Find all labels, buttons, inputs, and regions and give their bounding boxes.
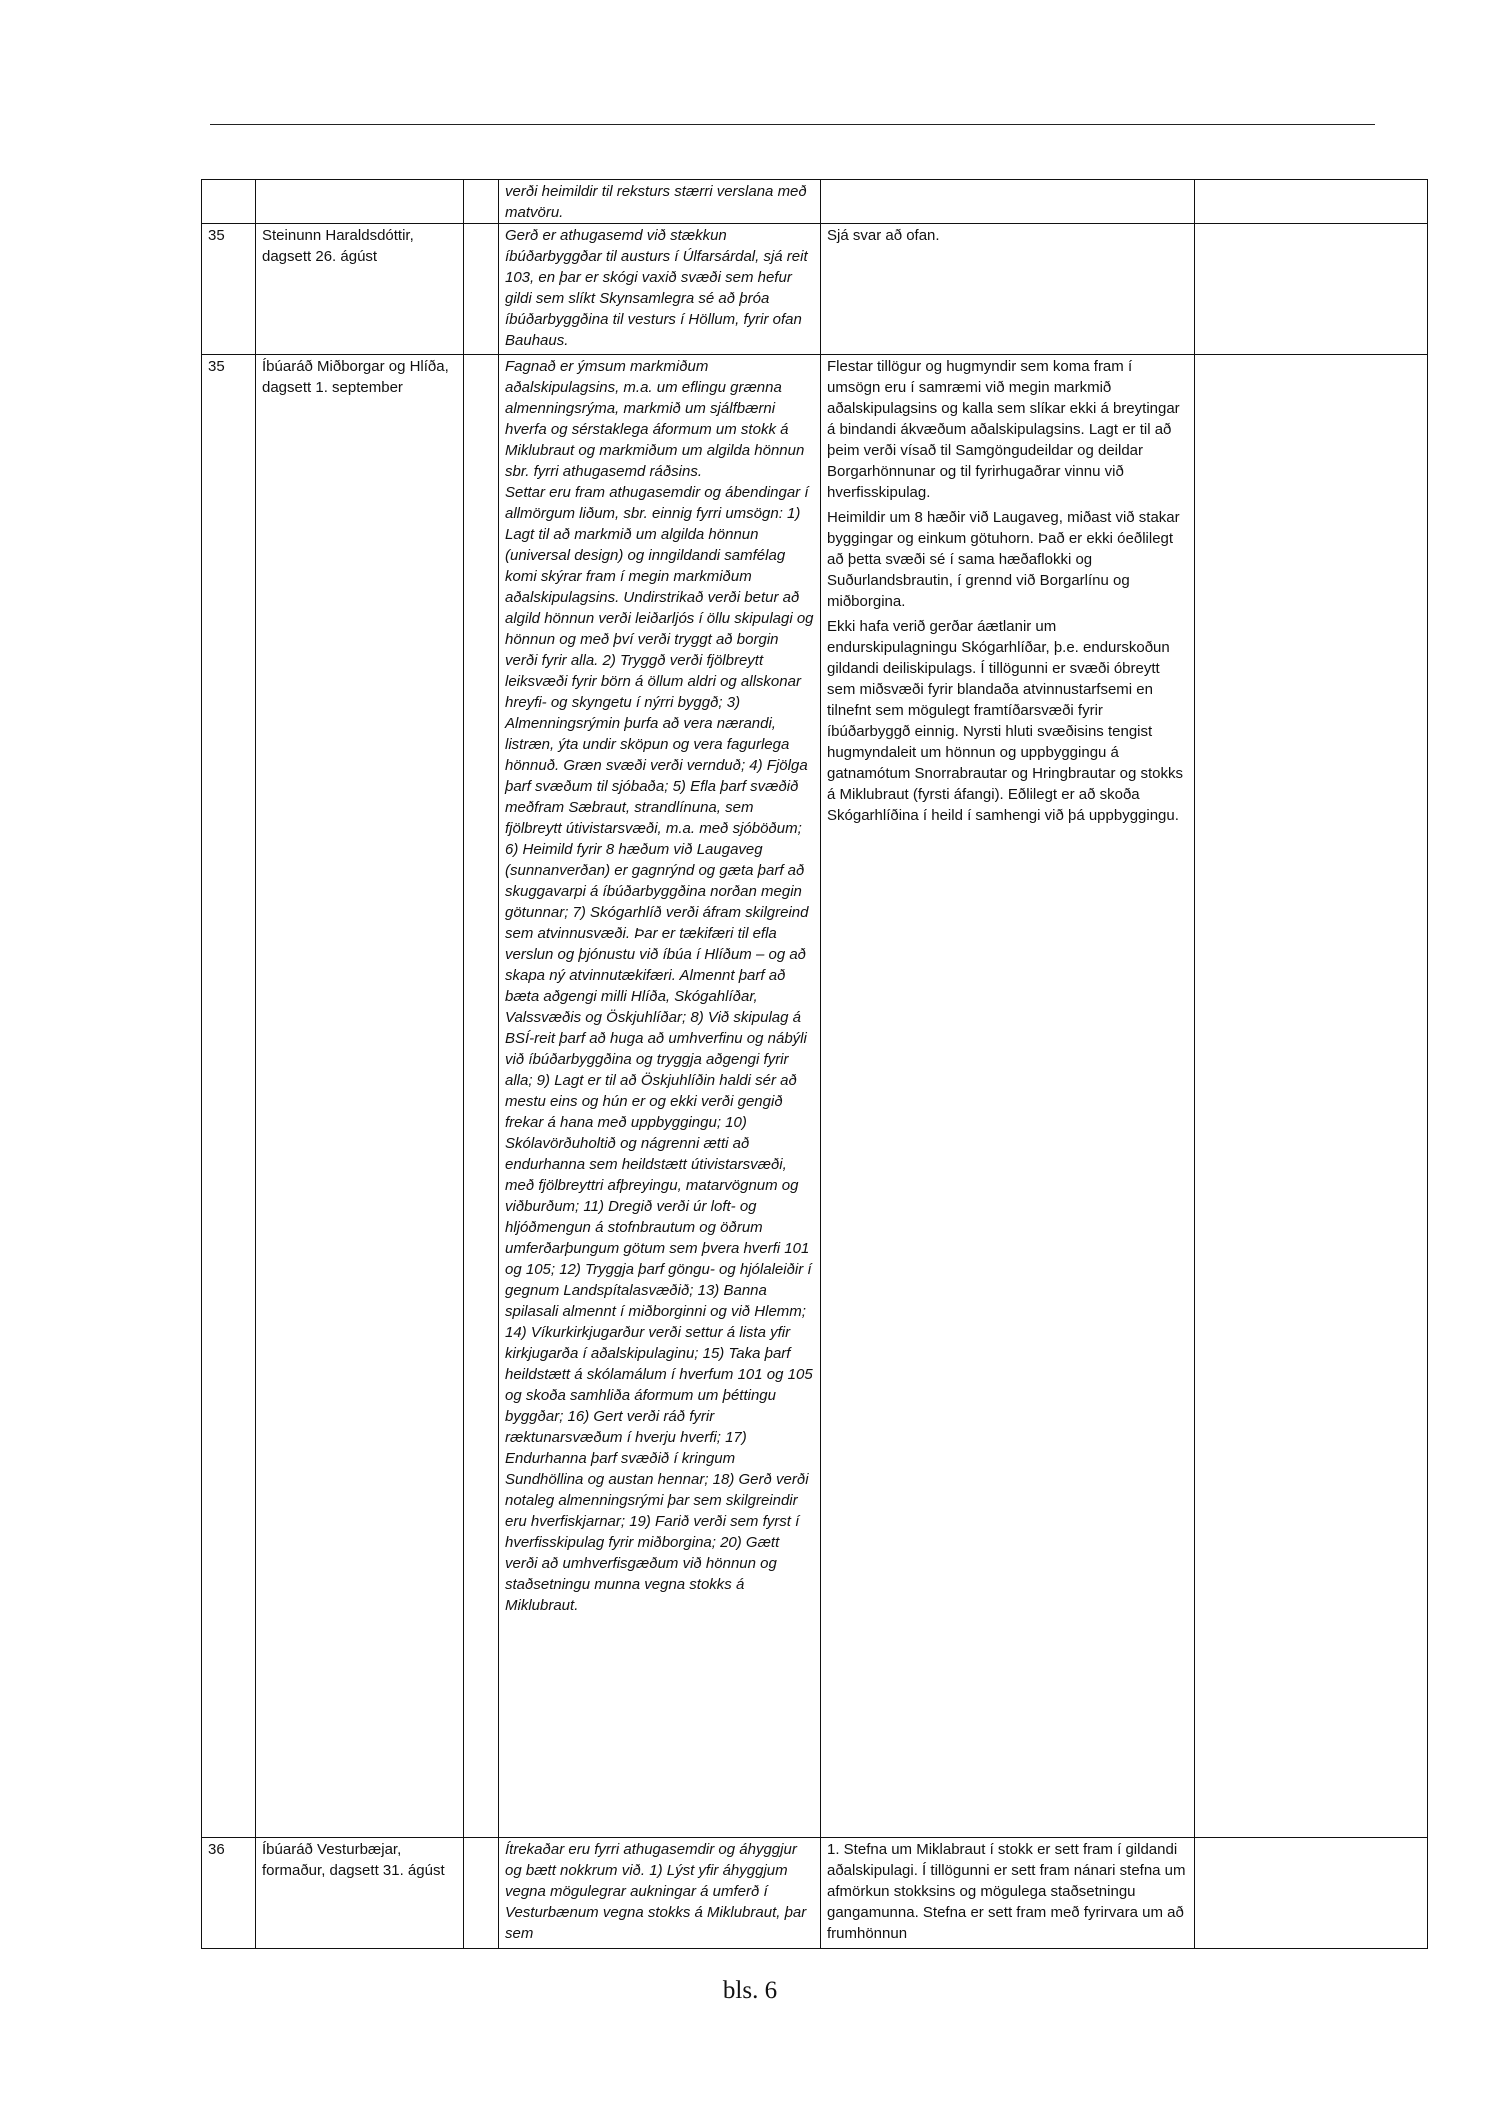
answer-paragraph: Heimildir um 8 hæðir við Laugaveg, miðast við stakar byggingar og einkum götuhorn. Það er ekki óeðlilegt að þetta svæði sé í sama hæðaflokki og Suðurlandsbrautin, í grennd við Borgarlínu og miðborgina. bbox=[827, 509, 1180, 610]
row-sender: Íbúaráð Vesturbæjar, formaður, dagsett 31. ágúst bbox=[256, 1838, 464, 1949]
row-answer bbox=[821, 224, 1195, 355]
row-blank-cell bbox=[464, 224, 499, 355]
table-row bbox=[202, 1838, 1428, 1949]
row-answer bbox=[821, 355, 1195, 1838]
row-comment bbox=[499, 355, 821, 1838]
answer-paragraph: Flestar tillögur og hugmyndir sem koma fram í umsögn eru í samræmi við megin markmið aðalskipulagsins og kalla sem slíkar ekki á breytingar á bindandi ákvæðum aðalskipulagsins. Lagt er til að þeim verði vísað til Samgöngudeildar og deildar Borgarhönnunar og til fyrirhugaðrar vinnu við hverfisskipulag. bbox=[827, 358, 1180, 501]
row-sender: Steinunn Haraldsdóttir, dagsett 26. ágúst bbox=[256, 224, 464, 355]
row-blank-cell bbox=[464, 355, 499, 1838]
page-number: bls. 6 bbox=[722, 1977, 778, 2004]
row-extra bbox=[1195, 180, 1428, 224]
row-comment: Ítrekaðar eru fyrri athugasemdir og áhyggjur og bætt nokkrum við. 1) Lýst yfir áhyggjum vegna mögulegrar aukningar á umferð í Vesturbænum vegna stokks á Miklubraut, þar sem bbox=[499, 1838, 821, 1949]
table-row bbox=[202, 224, 1428, 355]
row-extra bbox=[1195, 1838, 1428, 1949]
row-number: 36 bbox=[202, 1838, 256, 1949]
row-number: 35 bbox=[202, 224, 256, 355]
table-row bbox=[202, 180, 1428, 224]
comment-paragraph: Fagnað er ýmsum markmiðum aðalskipulagsins, m.a. um eflingu grænna almenningsrýma, markmið um sjálfbærni hverfa og sérstaklega áformum um stokk á Miklubraut og markmiðum um algilda hönnun sbr. fyrri athugasemd ráðsins. bbox=[505, 358, 805, 480]
row-number bbox=[202, 180, 256, 224]
row-comment: Gerð er athugasemd við stækkun íbúðarbyggðar til austurs í Úlfarsárdal, sjá reit 103, en þar er skógi vaxið svæði sem hefur gildi sem slíkt Skynsamlegra sé að þróa íbúðarbyggðina til vesturs í Höllum, fyrir ofan Bauhaus. bbox=[499, 224, 821, 355]
row-blank-cell bbox=[464, 180, 499, 224]
answer-paragraph: 1. Stefna um Miklabraut í stokk er sett fram í gildandi aðalskipulagi. Í tillögunni er sett fram nánari stefna um afmörkun stokksins og mögulega staðsetningu gangamunna. Stefna er sett fram með fyrirvara um að frumhönnun bbox=[827, 1841, 1186, 1942]
row-blank-cell bbox=[464, 1838, 499, 1949]
header-rule bbox=[210, 124, 1375, 125]
row-comment: verði heimildir til reksturs stærri verslana með matvöru. bbox=[499, 180, 821, 224]
answer-paragraph: Ekki hafa verið gerðar áætlanir um endurskipulagningu Skógarhlíðar, þ.e. endurskoðun gildandi deiliskipulags. Í tillögunni er svæði óbreytt sem miðsvæði fyrir blandaða atvinnustarfsemi en tilnefnt sem mögulegt framtíðarsvæði fyrir íbúðarbyggð einnig. Nyrsti hluti svæðisins tengist hugmyndaleit um hönnun og uppbyggingu á gatnamótum Snorrabrautar og Hringbrautar og stokks á Miklubraut (fyrsti áfangi). Eðlilegt er að skoða Skógarhlíðina í heild í samhengi við þá uppbyggingu. bbox=[827, 618, 1184, 824]
comments-table bbox=[201, 179, 1428, 1949]
row-sender: Íbúaráð Miðborgar og Hlíða, dagsett 1. september bbox=[256, 355, 464, 1838]
table-row bbox=[202, 355, 1428, 1838]
row-extra bbox=[1195, 224, 1428, 355]
row-answer bbox=[821, 180, 1195, 224]
comment-paragraph: Settar eru fram athugasemdir og ábendingar í allmörgum liðum, sbr. einnig fyrri umsögn: 1) Lagt til að markmið um algilda hönnun (universal design) og inngildandi samfélag komi skýrar fram í megin markmiðum aðalskipulagsins. Undirstrikað verði betur að algild hönnun verði leiðarljós í öllu skipulagi og hönnun og með því verði tryggt að borgin verði fyrir alla. 2) Tryggð verði fjölbreytt leiksvæði fyrir börn á öllum aldri og allskonar hreyfi- og skyngetu í nýrri byggð; 3) Almenningsrýmin þurfa að vera nærandi, listræn, ýta undir sköpun og vera fagurlega hönnuð. Græn svæði verði vernduð; 4) Fjölga þarf svæðum til sjóbaða; 5) Efla þarf svæðið meðfram Sæbraut, strandlínuna, sem fjölbreytt útivistarsvæði, m.a. með sjóböðum; 6) Heimild fyrir 8 hæðum við Laugaveg (sunnanverðan) er gagnrýnd og gæta þarf að skuggavarpi á íbúðarbyggðina norðan megin götunnar; 7) Skógarhlíð verði áfram skilgreind sem atvinnusvæði. Þar er tækifæri til efla verslun og þjónustu við íbúa í Hlíðum – og að skapa ný atvinnutækifæri. Almennt þarf að bæta aðgengi milli Hlíða, Skógahlíðar, Valssvæðis og Öskjuhlíðar; 8) Við skipulag á BSÍ-reit þarf að huga að umhverfinu og nábýli við íbúðarbyggðina og tryggja aðgengi fyrir alla; 9) Lagt er til að Öskjuhlíðin haldi sér að mestu eins og hún er og ekki verði gengið frekar á hana með uppbyggingu; 10) Skólavörðuholtið og nágrenni ætti að endurhanna sem heildstætt útivistarsvæði, með fjölbreyttri afþreyingu, matarvögnum og viðburðum; 11) Dregið verði úr loft- og hljóðmengun á stofnbrautum og öðrum umferðarþungum götum sem þvera hverfi 101 og 105; 12) Tryggja þarf göngu- og hjólaleiðir í gegnum Landspítalasvæðið; 13) Banna spilasali almennt í miðborginni og við Hlemm; 14) Víkurkirkjugarður verði settur á lista yfir kirkjugarða í aðalskipulaginu; 15) Taka þarf heildstætt á skólamálum í hverfum 101 og 105 og skoða samhliða áformum um þéttingu byggðar; 16) Gert verði ráð fyrir ræktunarsvæðum í hverju hverfi; 17) Endurhanna þarf svæðið í kringum Sundhöllina og austan hennar; 18) Gerð verði notaleg almenningsrými þar sem skilgreindir eru hverfiskjarnar; 19) Farið verði sem fyrst í hverfisskipulag fyrir miðborgina; 20) Gætt verði að umhverfisgæðum við hönnun og staðsetningu munna vegna stokks á Miklubraut. bbox=[505, 484, 814, 1614]
row-answer bbox=[821, 1838, 1195, 1949]
row-extra bbox=[1195, 355, 1428, 1838]
row-sender bbox=[256, 180, 464, 224]
row-number: 35 bbox=[202, 355, 256, 1838]
answer-paragraph: Sjá svar að ofan. bbox=[827, 227, 940, 244]
